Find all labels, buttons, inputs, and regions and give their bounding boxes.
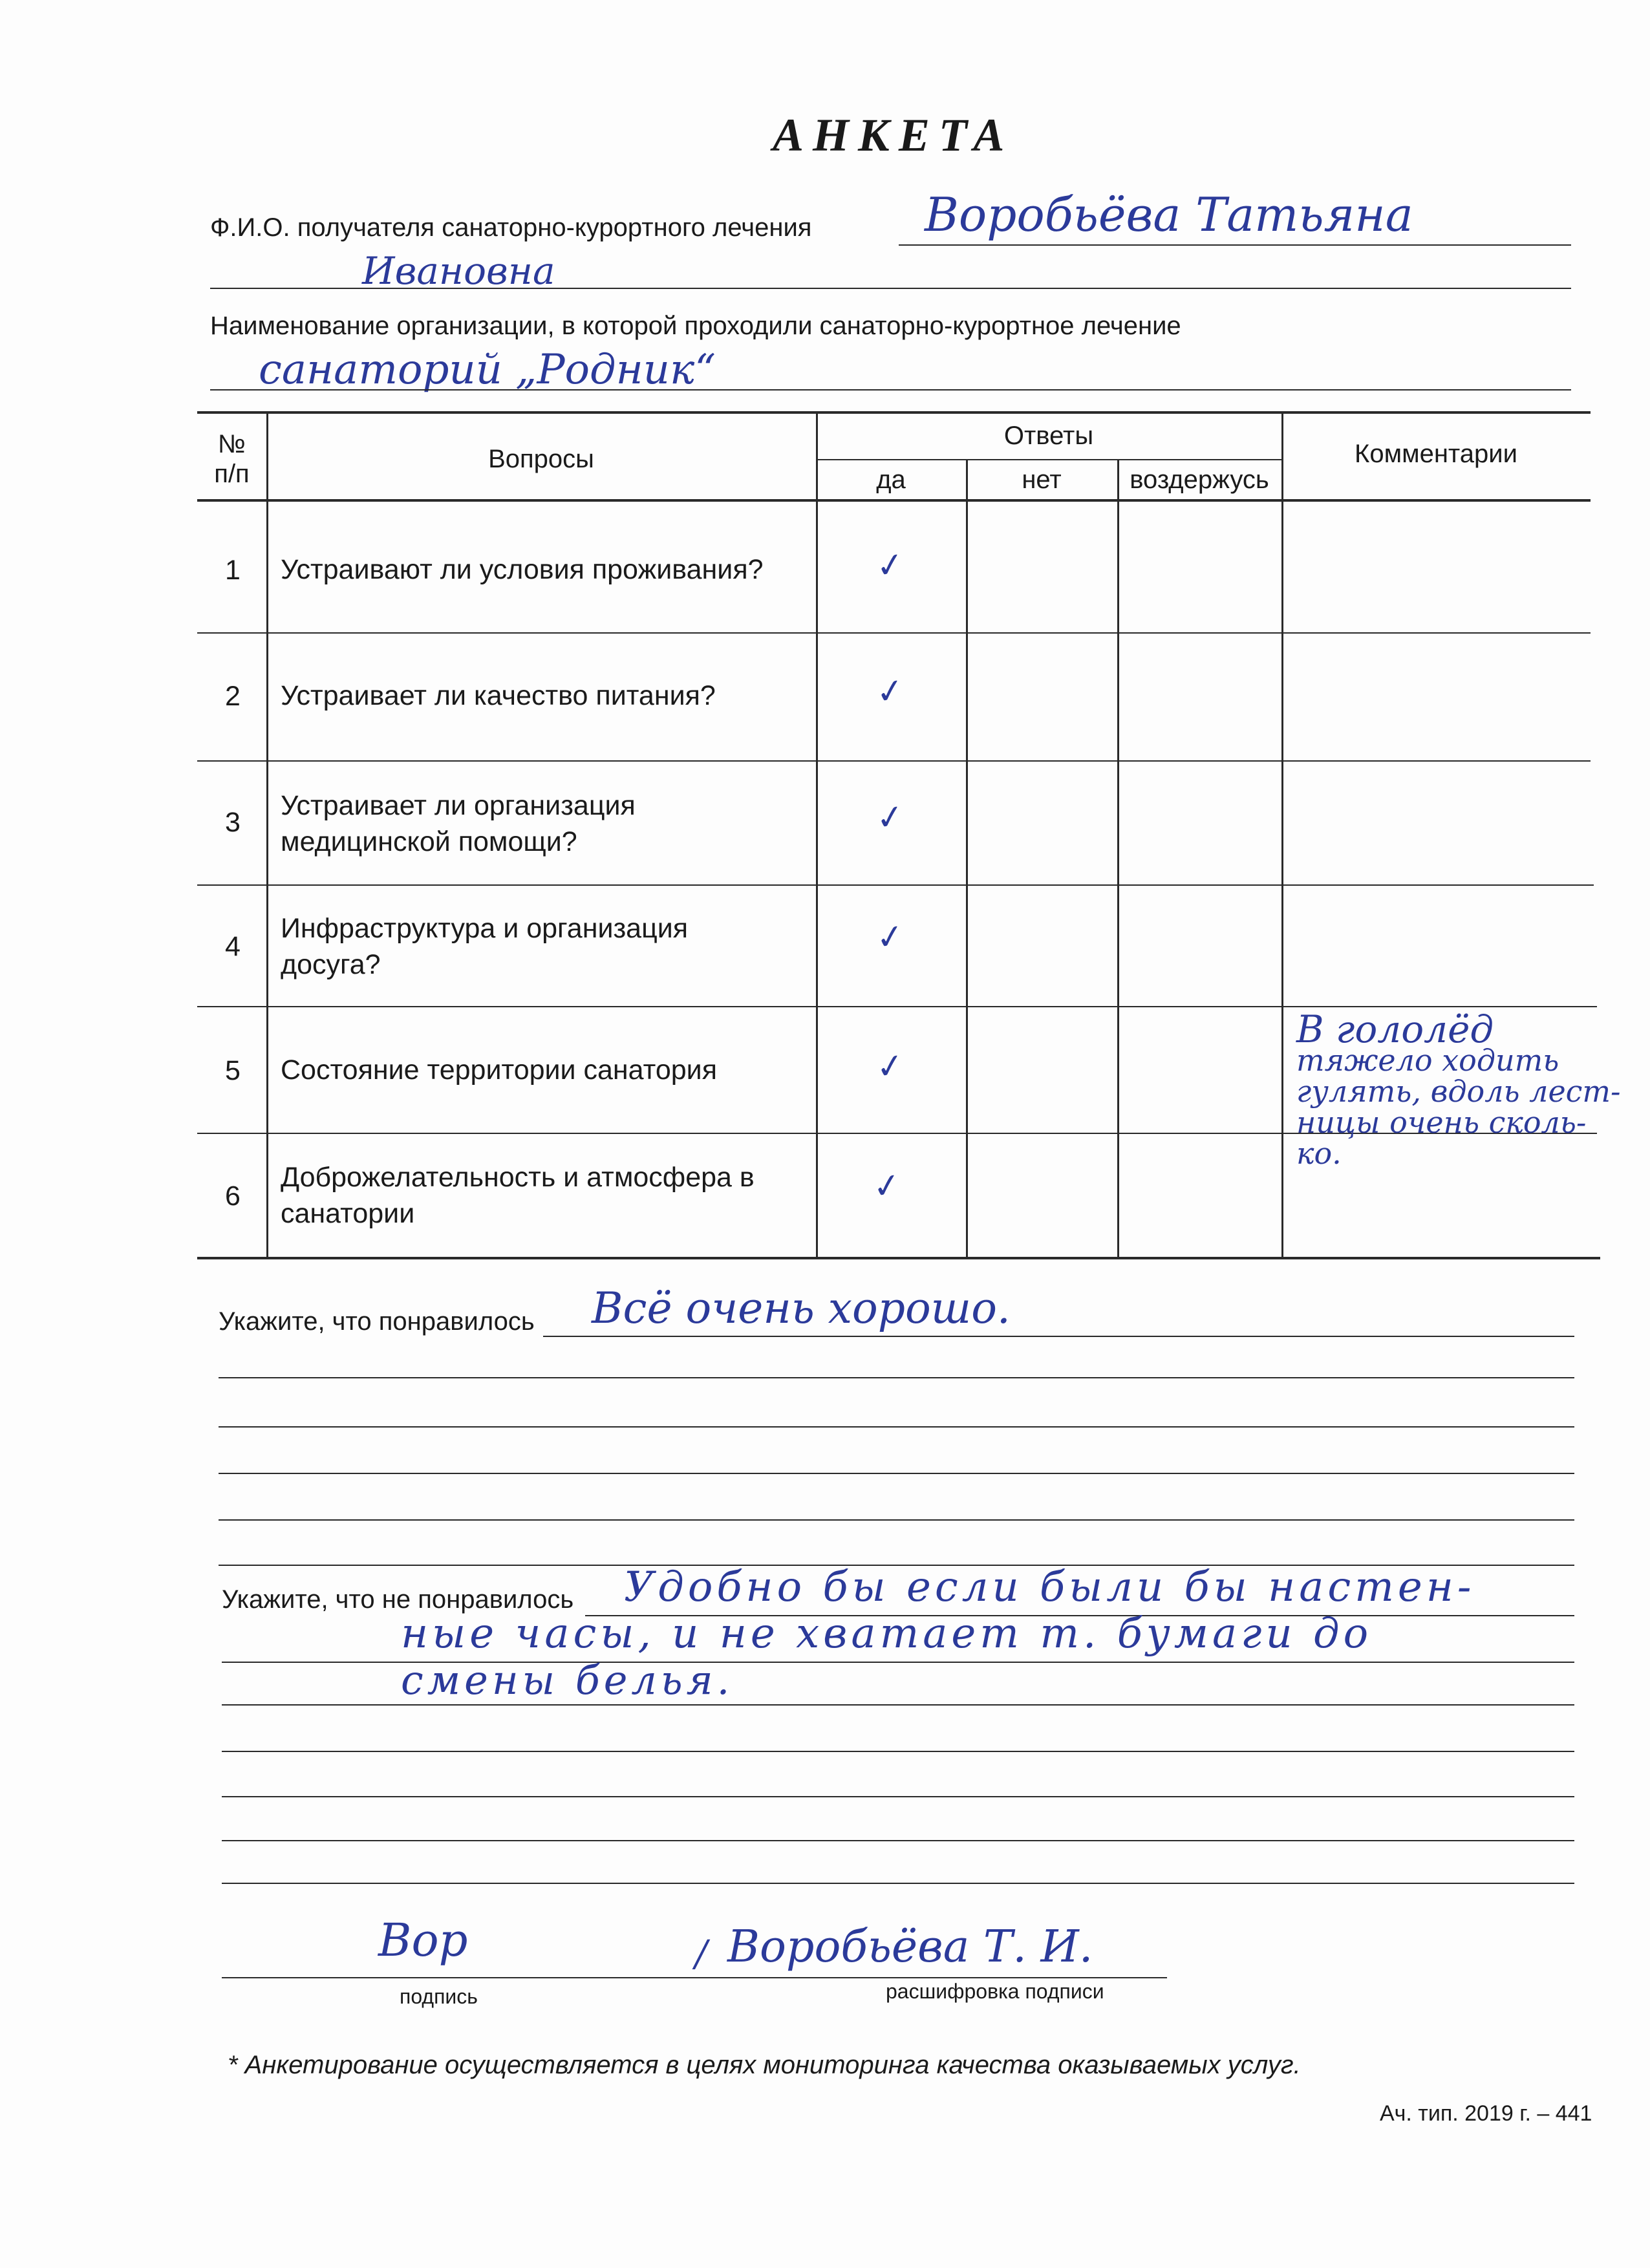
decoding-caption: расшифровка подписи <box>886 1980 1104 2003</box>
footnote: * Анкетирование осуществляется в целях мониторинга качества оказываемых услуг. <box>228 2051 1301 2079</box>
name-handwritten-2: Ивановна <box>362 249 555 293</box>
col-header-num: № п/п <box>214 430 250 488</box>
disliked-label: Укажите, что не понравилось <box>222 1585 574 1614</box>
comment-line: гулять, вдоль лест- <box>1296 1074 1621 1109</box>
liked-line <box>219 1426 1574 1428</box>
liked-handwritten: Всё очень хорошо. <box>592 1283 1011 1333</box>
col-header-comments: Комментарии <box>1355 440 1517 468</box>
row-question: Состояние территории санатория <box>281 1054 717 1086</box>
disliked-line <box>222 1704 1574 1706</box>
check-mark-yes: ✓ <box>873 797 907 839</box>
row-num: 3 <box>225 807 241 838</box>
liked-label: Укажите, что понравилось <box>219 1307 535 1336</box>
col-divider <box>1281 411 1283 1257</box>
check-mark-yes: ✓ <box>873 916 907 959</box>
row-question: Устраивает ли качество питания? <box>281 680 716 711</box>
signature-separator: / <box>695 1933 707 1975</box>
check-mark-yes: ✓ <box>873 670 907 713</box>
org-label: Наименование организации, в которой проходили санаторно-курортное лечение <box>210 312 1181 340</box>
name-underline-1 <box>899 244 1571 246</box>
row-num: 6 <box>225 1181 241 1212</box>
col-header-abstain: воздержусь <box>1130 465 1269 494</box>
decoding-handwritten: Воробьёва Т. И. <box>727 1921 1093 1973</box>
row-question: Инфраструктура и организация досуга? <box>281 913 689 980</box>
liked-line <box>219 1519 1574 1521</box>
row-num: 4 <box>225 931 241 962</box>
name-handwritten-1: Воробьёва Татьяна <box>925 187 1413 242</box>
check-mark-yes: ✓ <box>870 1165 904 1208</box>
col-header-no: нет <box>1022 465 1062 494</box>
row-num: 2 <box>225 681 241 712</box>
row-num: 5 <box>225 1055 241 1086</box>
comment-line: ницы очень сколь- <box>1296 1105 1587 1140</box>
check-mark-yes: ✓ <box>873 1045 907 1088</box>
comment-line: ко. <box>1296 1136 1342 1171</box>
org-handwritten: санаторий „Родник“ <box>259 346 716 394</box>
row-question: Доброжелательность и атмосфера в санатории <box>281 1162 755 1229</box>
row-question: Устраивают ли условия проживания? <box>281 554 764 585</box>
header-bottom-border <box>197 499 1591 502</box>
col-header-yes: да <box>876 465 906 494</box>
disliked-line <box>222 1796 1574 1797</box>
comment-handwritten <box>1296 1007 1621 1171</box>
liked-line <box>219 1473 1574 1474</box>
table-top-border <box>197 411 1591 414</box>
disliked-line <box>222 1840 1574 1841</box>
col-divider <box>966 459 968 1257</box>
row-border <box>197 632 1591 634</box>
disliked-handwritten-1: Удобно бы если были бы настен- <box>624 1563 1475 1611</box>
comment-line: В гололёд <box>1296 1007 1494 1051</box>
name-label: Ф.И.О. получателя санаторно-курортного лечения <box>210 213 812 242</box>
disliked-line <box>222 1751 1574 1752</box>
signature-caption: подпись <box>400 1985 478 2008</box>
row-num: 1 <box>225 555 241 586</box>
disliked-line <box>222 1883 1574 1884</box>
page-title: АНКЕТА <box>773 109 1014 161</box>
liked-line <box>543 1336 1574 1337</box>
row-question: Устраивает ли организация медицинской помощи? <box>281 790 636 857</box>
col-divider <box>816 411 818 1257</box>
comment-line: тяжело ходить <box>1296 1043 1559 1078</box>
col-header-answers: Ответы <box>1003 422 1094 450</box>
row-border <box>197 884 1594 886</box>
liked-line <box>219 1377 1574 1378</box>
org-underline <box>210 389 1571 390</box>
answers-sub-border <box>816 459 1281 460</box>
signature: Вор <box>378 1914 468 1967</box>
table-bottom-border <box>197 1257 1600 1259</box>
row-border <box>197 760 1591 762</box>
disliked-handwritten-3: смены белья. <box>401 1656 734 1704</box>
signature-line <box>222 1977 1167 1978</box>
col-divider <box>1117 459 1119 1257</box>
disliked-handwritten-2: ные часы, и не хватает т. бумаги до <box>401 1610 1373 1658</box>
col-header-questions: Вопросы <box>488 445 594 473</box>
check-mark-yes: ✓ <box>873 544 907 587</box>
form-code: Ач. тип. 2019 г. – 441 <box>1380 2101 1592 2126</box>
